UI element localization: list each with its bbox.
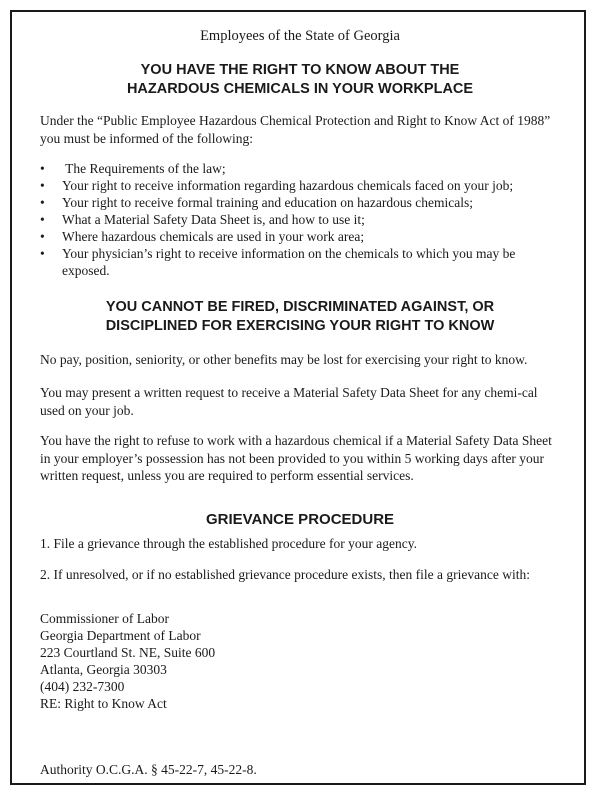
main-title-line-1: YOU HAVE THE RIGHT TO KNOW ABOUT THE	[140, 62, 460, 78]
msds-request-paragraph: You may present a written request to receive a Material Safety Data Sheet for any chemi-cal used on your job.	[40, 385, 538, 418]
intro-paragraph: Under the “Public Employee Hazardous Chemical Protection and Right to Know Act of 1988” you must be informed of the following:	[40, 113, 551, 146]
bullet-icon: •	[40, 178, 45, 193]
address-line: Atlanta, Georgia 30303	[40, 662, 167, 677]
poster-header: Employees of the State of Georgia	[200, 28, 400, 44]
protection-title-line-2: DISCIPLINED FOR EXERCISING YOUR RIGHT TO KNOW	[105, 318, 495, 334]
list-item	[40, 211, 560, 228]
bullet-icon: •	[40, 246, 45, 261]
list-item-text: Your right to receive information regarding hazardous chemicals faced on your job;	[62, 178, 514, 193]
list-item	[40, 245, 560, 279]
requirements-list	[40, 160, 560, 279]
address-line: Commissioner of Labor	[40, 611, 169, 626]
refuse-work-paragraph: You have the right to refuse to work with a hazardous chemical if a Material Safety Data Sheet in your employer’s possession has not been provided to you within 5 working days after your written request, unless you are required to perform essential services.	[40, 433, 552, 483]
address-line: RE: Right to Know Act	[40, 696, 167, 711]
bullet-icon: •	[40, 161, 45, 176]
protection-title-line-1: YOU CANNOT BE FIRED, DISCRIMINATED AGAINST, OR	[105, 299, 495, 315]
list-item-text: Your right to receive formal training and education on hazardous chemicals;	[62, 195, 473, 210]
grievance-step-2: 2. If unresolved, or if no established grievance procedure exists, then file a grievance with:	[40, 567, 530, 582]
grievance-step-1: 1. File a grievance through the established procedure for your agency.	[40, 536, 417, 551]
list-item-text: Your physician’s right to receive information on the chemicals to which you may be exposed.	[62, 246, 516, 278]
list-item-text: What a Material Safety Data Sheet is, and how to use it;	[62, 212, 365, 227]
main-title	[0, 61, 600, 99]
grievance-title: GRIEVANCE PROCEDURE	[205, 511, 395, 528]
address-line: (404) 232-7300	[40, 679, 125, 694]
benefits-paragraph: No pay, position, seniority, or other benefits may be lost for exercising your right to know.	[40, 352, 528, 367]
contact-address	[40, 610, 215, 712]
address-line: Georgia Department of Labor	[40, 628, 201, 643]
bullet-icon: •	[40, 229, 45, 244]
list-item	[40, 160, 560, 177]
authority-citation: Authority O.C.G.A. § 45-22-7, 45-22-8.	[40, 762, 257, 777]
list-item	[40, 177, 560, 194]
list-item-text: The Requirements of the law;	[62, 161, 226, 176]
protection-title	[0, 298, 600, 336]
list-item-text: Where hazardous chemicals are used in your work area;	[62, 229, 365, 244]
list-item	[40, 194, 560, 211]
bullet-icon: •	[40, 195, 45, 210]
main-title-line-2: HAZARDOUS CHEMICALS IN YOUR WORKPLACE	[126, 81, 474, 97]
bullet-icon: •	[40, 212, 45, 227]
address-line: 223 Courtland St. NE, Suite 600	[40, 645, 216, 660]
list-item	[40, 228, 560, 245]
